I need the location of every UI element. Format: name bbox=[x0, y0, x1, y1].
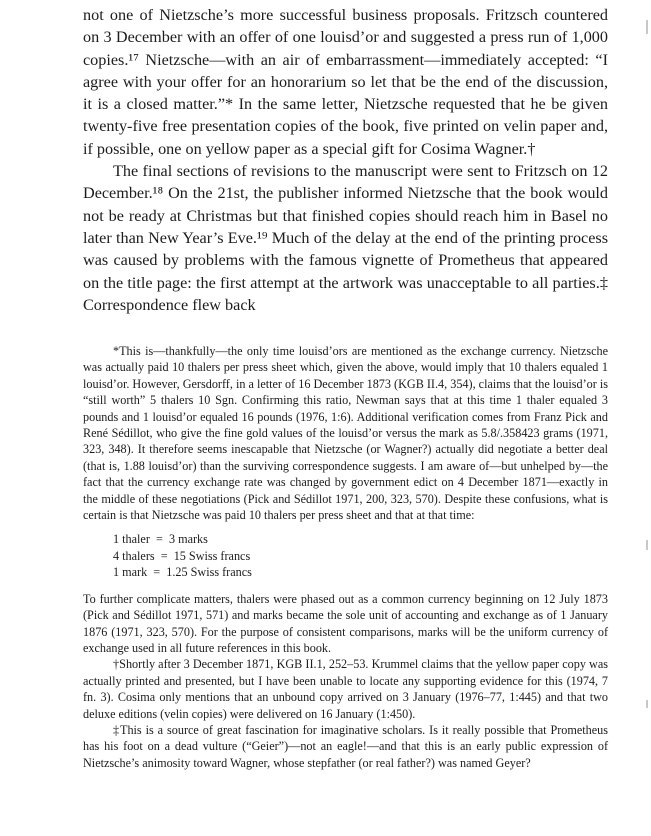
main-body-text bbox=[83, 4, 608, 316]
conversion-row: 1 mark = 1.25 Swiss francs bbox=[113, 565, 252, 580]
scan-edge-mark bbox=[646, 700, 648, 708]
scan-edge-mark bbox=[646, 540, 648, 550]
scan-edge-mark bbox=[646, 20, 648, 34]
footnote-dagger: †Shortly after 3 December 1871, KGB II.1, 252–53. Krummel claims that the yellow paper copy was actually printed and presented, but I have been unable to locate any supporting evidence for this (1974, 7 fn. 3). Cosima only mentions that an unbound copy arrived on 3 January (1976–77, 1:445) and that two deluxe editions (velin copies) were delivered on 16 January (1:450). bbox=[83, 657, 608, 721]
footnote-asterisk-continued: To further complicate matters, thalers were phased out as a common currency beginning on 12 July 1873 (Pick and Sédillot 1971, 571) and marks became the sole unit of accounting and exchange as of 1 January 1876 (1971, 323, 570). For the purpose of consistent comparisons, marks will be the uniform currency of exchange used in all future references in this book. bbox=[83, 591, 608, 655]
conversion-row: 1 thaler = 3 marks bbox=[113, 532, 208, 547]
footnote-asterisk: *This is—thankfully—the only time louisd’ors are mentioned as the exchange currency. Nietzsche was actually paid 10 thalers per press sheet which, given the above, would imply that 10 thalers equaled 1 louisd’or. However, Gersdorff, in a letter of 16 December 1873 (KGB II.4, 354), claims that the louisd’or is “still worth” 5 thalers 10 Sgn. Confirming this ratio, Newman says that at this time 1 thaler equaled 3 pounds and 1 louisd’or equaled 16 pounds (1976, 1:6). Additional verification comes from Franz Pick and René Sédillot, who give the fine gold values of the louisd’or versus the mark as 5.8/.358423 grams (1971, 323, 348). It therefore seems inescapable that Nietzsche (or Wagner?) actually did negotiate a better deal (that is, 1.88 louisd’or) than the surviving correspondence suggests. I am aware of—but unhelped by—the fact that the currency exchange rate was changed by government edict on 4 December 1871—exactly in the middle of these negotiations (Pick and Sédillot 1971, 200, 323, 570). Despite these confusions, what is certain is that Nietzsche was paid 10 thalers per press sheet and that at that time: bbox=[83, 344, 608, 523]
footnote-double-dagger: ‡This is a source of great fascination for imaginative scholars. Is it really possible that Prometheus has his foot on a dead vulture (“Geier”)—not an eagle!—and that this is an early public expression of Nietzsche’s animosity toward Wagner, whose stepfather (or real father?) was named Geyer? bbox=[83, 722, 608, 770]
body-paragraph-1: not one of Nietzsche’s more successful business proposals. Fritzsch countered on 3 December with an offer of one louisd’or and suggested a press run of 1,000 copies.¹⁷ Nietzsche—with an air of embarrassment—immediately accepted: “I agree with your offer for an honorarium so let that be the end of the discussion, it is a closed matter.”* In the same letter, Nietzsche requested that he be given twenty-five free presentation copies of the book, five printed on velin paper and, if possible, one on yellow paper as a special gift for Cosima Wagner.† bbox=[83, 6, 608, 158]
conversion-row: 4 thalers = 15 Swiss francs bbox=[113, 548, 251, 563]
currency-conversion-table bbox=[113, 531, 608, 580]
body-paragraph-2: The final sections of revisions to the manuscript were sent to Fritzsch on 12 December.¹⁸ On the 21st, the publisher informed Nietzsche that the book would not be ready at Christmas but that finished copies should reach him in Basel no later than New Year’s Eve.¹⁹ Much of the delay at the end of the printing process was caused by problems with the famous vignette of Prometheus that appeared on the title page: the first attempt at the artwork was unacceptable to all parties.‡ Correspondence flew back bbox=[83, 162, 608, 314]
footnotes-section bbox=[83, 343, 608, 771]
